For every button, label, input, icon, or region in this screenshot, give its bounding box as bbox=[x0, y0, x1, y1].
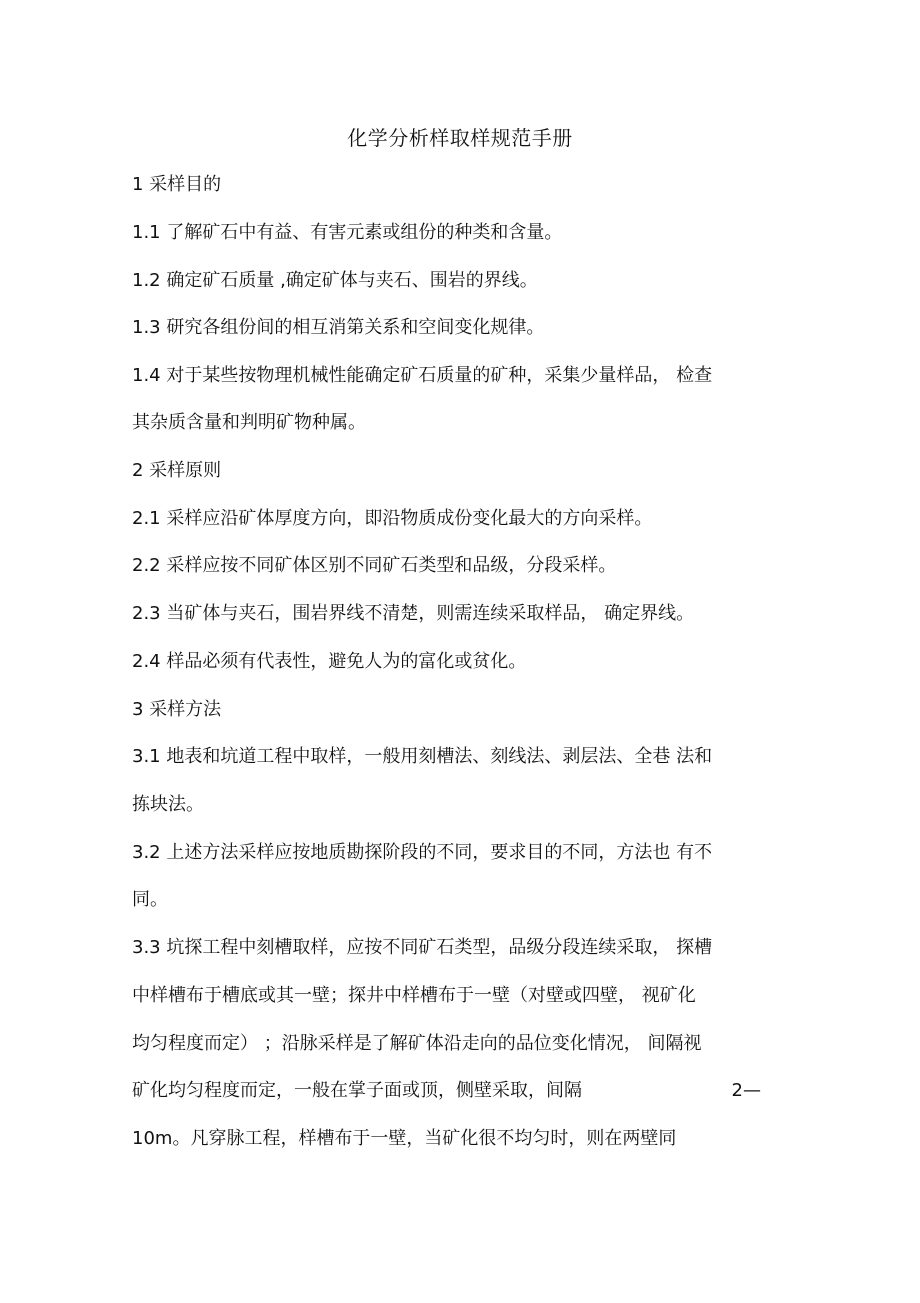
paragraph-2-1: 2.1 采样应沿矿体厚度方向，即沿物质成份变化最大的方向采样。 bbox=[132, 508, 653, 529]
paragraph-3-3-line-1: 3.3 坑探工程中刻槽取样，应按不同矿石类型，品级分段连续采取， 探槽 bbox=[132, 937, 713, 958]
paragraph-1-2: 1.2 确定矿石质量 ,确定矿体与夹石、围岩的界线。 bbox=[132, 270, 538, 291]
paragraph-3-1-line-2: 拣块法。 bbox=[132, 794, 204, 815]
paragraph-1-1: 1.1 了解矿石中有益、有害元素或组份的种类和含量。 bbox=[132, 222, 563, 243]
paragraph-3-1-line-1: 3.1 地表和坑道工程中取样，一般用刻槽法、刻线法、剥层法、全巷 法和 bbox=[132, 746, 713, 767]
paragraph-3-3-line-4-range-start: 2— bbox=[731, 1080, 761, 1101]
paragraph-3-3-line-2: 中样槽布于槽底或其一壁；探井中样槽布于一壁（对壁或四壁， 视矿化 bbox=[132, 985, 696, 1006]
paragraph-3-3-line-3: 均匀程度而定） ；沿脉采样是了解矿体沿走向的品位变化情况， 间隔视 bbox=[132, 1033, 702, 1054]
paragraph-2-2: 2.2 采样应按不同矿体区别不同矿石类型和品级，分段采样。 bbox=[132, 555, 617, 576]
paragraph-2-3: 2.3 当矿体与夹石，围岩界线不清楚，则需连续采取样品， 确定界线。 bbox=[132, 603, 695, 624]
paragraph-3-3-line-4-text: 矿化均匀程度而定，一般在掌子面或顶，侧壁采取，间隔 bbox=[132, 1080, 582, 1101]
section-heading-1: 1 采样目的 bbox=[132, 174, 222, 195]
paragraph-3-2-line-1: 3.2 上述方法采样应按地质勘探阶段的不同，要求目的不同，方法也 有不 bbox=[132, 842, 713, 863]
section-heading-3: 3 采样方法 bbox=[132, 699, 222, 720]
paragraph-1-3: 1.3 研究各组份间的相互消第关系和空间变化规律。 bbox=[132, 317, 545, 338]
paragraph-3-3-line-4 bbox=[132, 1077, 787, 1105]
paragraph-1-4-line-1: 1.4 对于某些按物理机械性能确定矿石质量的矿种，采集少量样品， 检查 bbox=[132, 365, 713, 386]
paragraph-3-3-line-5: 10m。凡穿脉工程，样槽布于一壁，当矿化很不均匀时，则在两壁同 bbox=[132, 1128, 677, 1149]
paragraph-2-4: 2.4 样品必须有代表性，避免人为的富化或贫化。 bbox=[132, 651, 527, 672]
paragraph-3-2-line-2: 同。 bbox=[132, 889, 168, 910]
document-title: 化学分析样取样规范手册 bbox=[347, 126, 573, 150]
section-heading-2: 2 采样原则 bbox=[132, 460, 222, 481]
paragraph-1-4-line-2: 其杂质含量和判明矿物种属。 bbox=[132, 412, 366, 433]
